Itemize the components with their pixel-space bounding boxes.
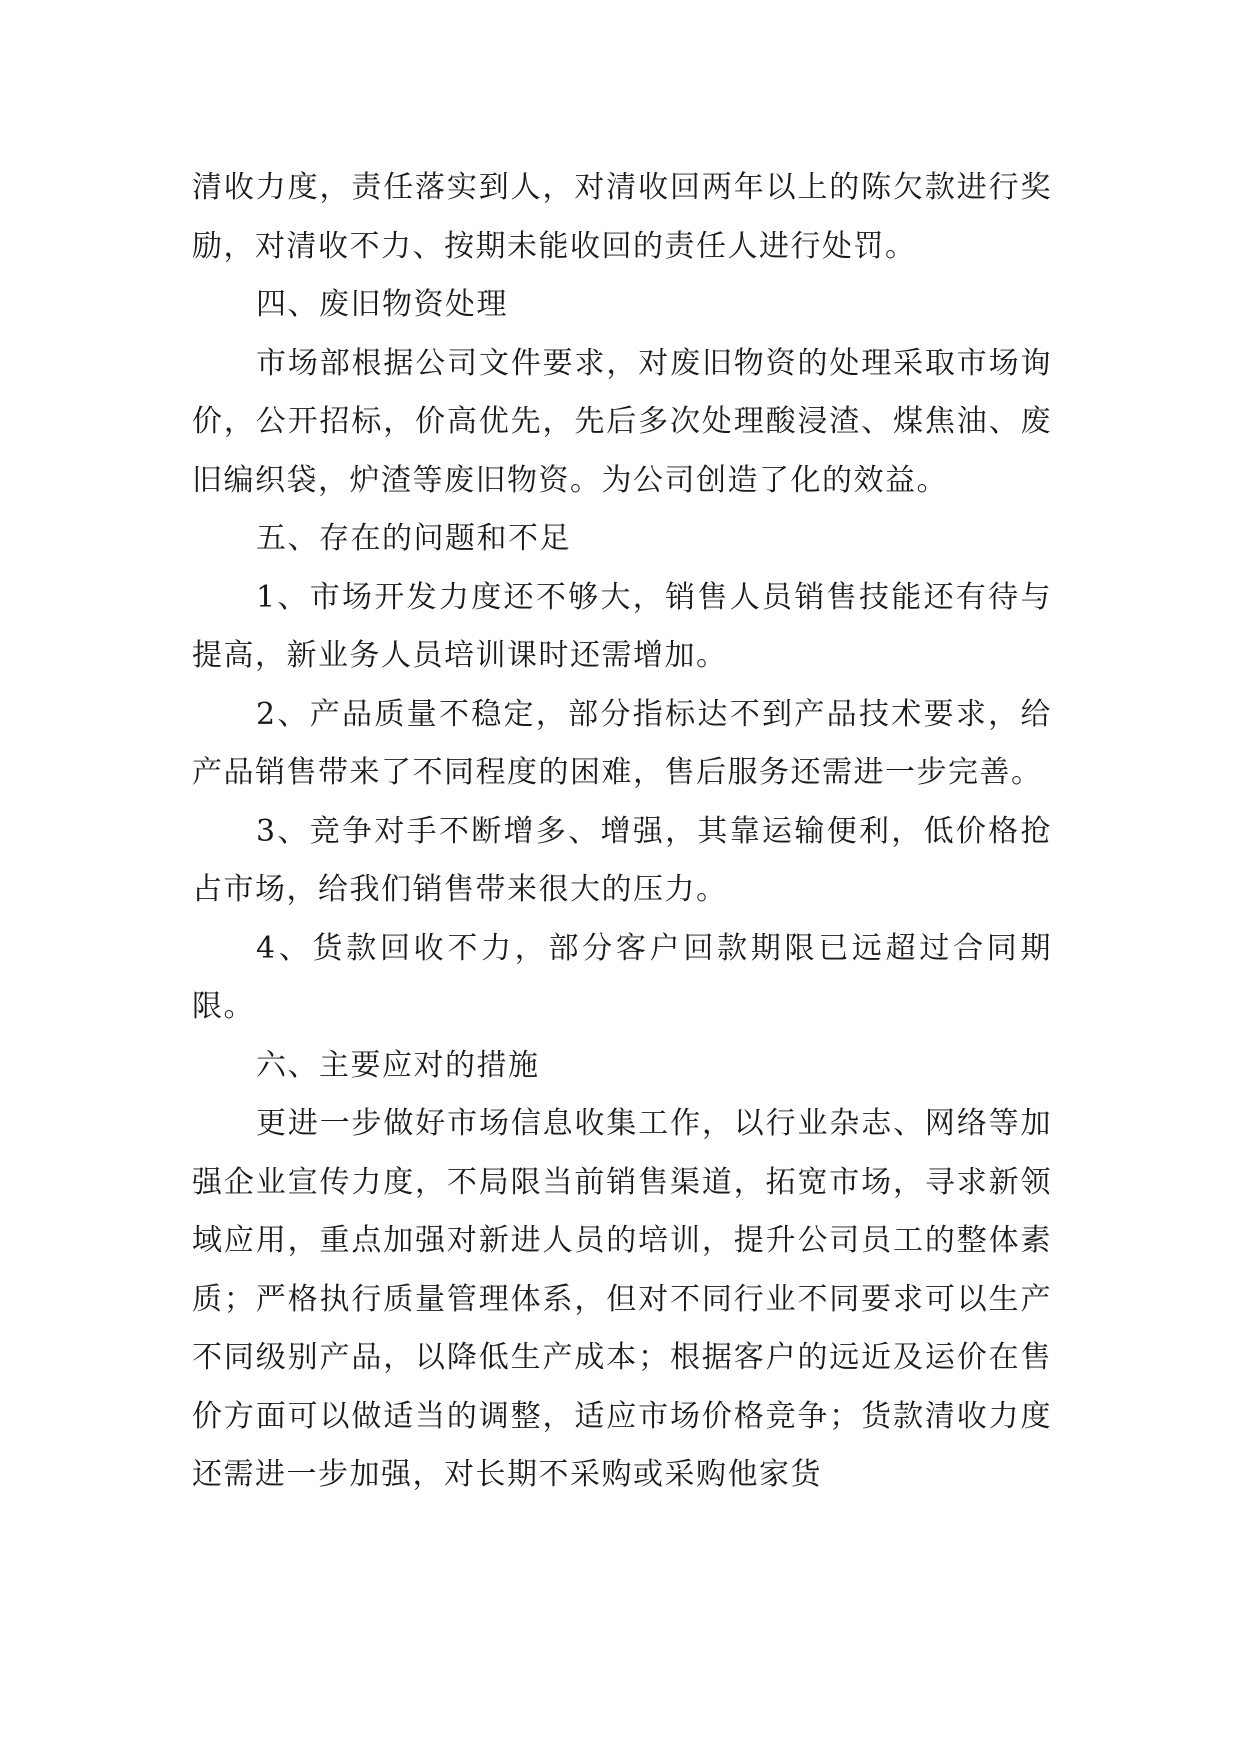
- paragraph-waste-disposal: 市场部根据公司文件要求，对废旧物资的处理采取市场询价，公开招标，价高优先，先后多次处理酸浸渣、煤焦油、废旧编织袋，炉渣等废旧物资。为公司创造了化的效益。: [192, 345, 1052, 498]
- section-heading-4: 四、废旧物资处理: [256, 287, 508, 322]
- paragraph-problem-3: 3、竞争对手不断增多、增强，其靠运输便利，低价格抢占市场，给我们销售带来很大的压力。: [192, 813, 1052, 907]
- paragraph-collection-continued: 清收力度，责任落实到人，对清收回两年以上的陈欠款进行奖励，对清收不力、按期未能收回的责任人进行处罚。: [192, 170, 1052, 264]
- paragraph-measures: 更进一步做好市场信息收集工作，以行业杂志、网络等加强企业宣传力度，不局限当前销售渠道，拓宽市场，寻求新领域应用，重点加强对新进人员的培训，提升公司员工的整体素质；严格执行质量管理体系，但对不同行业不同要求可以生产不同级别产品，以降低生产成本；根据客户的远近及运价在售价方面可以做适当的调整，适应市场价格竞争；货款清收力度还需进一步加强，对长期不采购或采购他家货: [192, 1106, 1052, 1492]
- paragraph-problem-2: 2、产品质量不稳定，部分指标达不到产品技术要求，给产品销售带来了不同程度的困难，售后服务还需进一步完善。: [192, 696, 1052, 790]
- section-heading-6: 六、主要应对的措施: [256, 1047, 540, 1083]
- paragraph-problem-4: 4、货款回收不力，部分客户回款期限已远超过合同期限。: [192, 930, 1052, 1024]
- document-body: [192, 159, 1052, 1505]
- section-heading-5: 五、存在的问题和不足: [256, 521, 571, 556]
- paragraph-problem-1: 1、市场开发力度还不够大，销售人员销售技能还有待与提高，新业务人员培训课时还需增加。: [192, 579, 1052, 673]
